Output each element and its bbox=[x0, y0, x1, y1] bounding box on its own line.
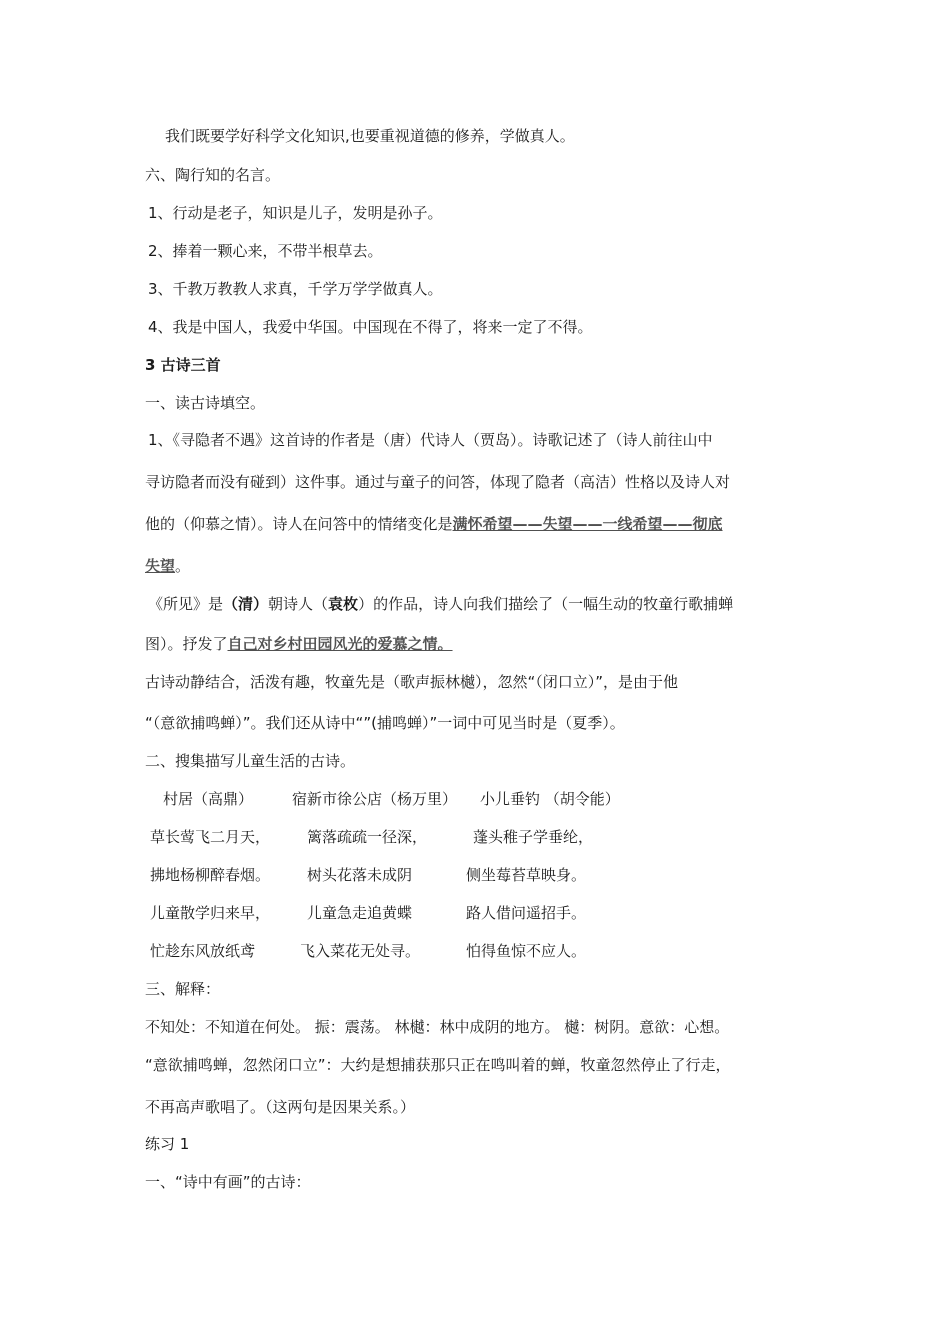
quote-item: 4、我是中国人，我爱中华国。中国现在不得了，将来一定了不得。 bbox=[148, 318, 593, 336]
quote-item: 2、捧着一颗心来，不带半根草去。 bbox=[148, 242, 383, 260]
text-run: 他的（仰慕之情）。诗人在问答中的情绪变化是 bbox=[145, 515, 453, 533]
poem-title: 村居（高鼎） bbox=[163, 790, 254, 808]
poem-line: 篱落疏疏一径深， bbox=[307, 828, 428, 846]
poem-line: 飞入菜花无处寻。 bbox=[300, 942, 421, 960]
part1-heading: 一、读古诗填空。 bbox=[145, 394, 266, 412]
underlined-answer: 自己对乡村田园风光的爱慕之情。 bbox=[227, 635, 453, 653]
paragraph-line bbox=[145, 556, 190, 576]
paragraph-line bbox=[148, 594, 733, 614]
paragraph-line: 寻访隐者而没有碰到）这件事。通过与童子的问答，体现了隐者（高洁）性格以及诗人对 bbox=[145, 473, 731, 491]
text-run: 。 bbox=[175, 557, 191, 575]
exercise-heading: 一、“诗中有画”的古诗： bbox=[145, 1173, 311, 1191]
poem-line: 蓬头稚子学垂纶， bbox=[473, 828, 594, 846]
paragraph-line: 不知处：不知道在何处。 振：震荡。 林樾：林中成阴的地方。 樾：树阴。意欲：心想。 bbox=[145, 1018, 730, 1036]
intro-line: 我们既要学好科学文化知识,也要重视道德的修养，学做真人。 bbox=[165, 127, 575, 145]
poem-line: 侧坐莓苔草映身。 bbox=[466, 866, 587, 884]
paragraph-line bbox=[145, 634, 453, 654]
text-run: 《所见》是 bbox=[148, 595, 224, 613]
part2-heading: 二、搜集描写儿童生活的古诗。 bbox=[145, 752, 356, 770]
poem-line: 儿童散学归来早， bbox=[150, 904, 271, 922]
poem-line: 树头花落未成阴 bbox=[307, 866, 413, 884]
part3-heading: 三、解释： bbox=[145, 980, 221, 998]
poem-line: 忙趁东风放纸鸢 bbox=[150, 942, 256, 960]
paragraph-line: 1、《寻隐者不遇》这首诗的作者是（唐）代诗人（贾岛）。诗歌记述了（诗人前往山中 bbox=[148, 431, 713, 449]
text-run: 朝诗人（ bbox=[268, 595, 329, 613]
poem-line: 路人借问遥招手。 bbox=[466, 904, 587, 922]
paragraph-line: 不再高声歌唱了。（这两句是因果关系。） bbox=[145, 1098, 416, 1116]
bold-answer: （清） bbox=[223, 595, 269, 613]
poem-line: 拂地杨柳醉春烟。 bbox=[150, 866, 271, 884]
poem-line: 怕得鱼惊不应人。 bbox=[466, 942, 587, 960]
paragraph-line bbox=[145, 514, 723, 534]
underlined-answer: 满怀希望——失望——一线希望——彻底 bbox=[452, 515, 723, 533]
text-run: ）的作品，诗人向我们描绘了（一幅生动的牧童行歌捕蝉 bbox=[358, 595, 734, 613]
section-heading-6: 六、陶行知的名言。 bbox=[145, 166, 281, 184]
quote-item: 1、行动是老子，知识是儿子，发明是孙子。 bbox=[148, 204, 443, 222]
bold-answer: 袁枚 bbox=[328, 595, 359, 613]
exercise-title: 练习 1 bbox=[145, 1135, 190, 1153]
poem-title: 小儿垂钓 （胡令能） bbox=[480, 790, 620, 808]
quote-item: 3、千教万教教人求真，千学万学学做真人。 bbox=[148, 280, 443, 298]
paragraph-line: “（意欲捕鸣蝉）”。我们还从诗中“”(捕鸣蝉）”一词中可见当时是（夏季）。 bbox=[145, 714, 625, 732]
poem-line: 儿童急走追黄蝶 bbox=[307, 904, 413, 922]
paragraph-line: “意欲捕鸣蝉，忽然闭口立”：大约是想捕获那只正在鸣叫着的蝉，牧童忽然停止了行走， bbox=[145, 1056, 731, 1074]
paragraph-line: 古诗动静结合，活泼有趣，牧童先是（歌声振林樾），忽然“（闭口立）”，是由于他 bbox=[145, 673, 679, 691]
poem-line: 草长莺飞二月天， bbox=[150, 828, 271, 846]
poem-title: 宿新市徐公店（杨万里） bbox=[292, 790, 458, 808]
underlined-answer: 失望 bbox=[145, 557, 176, 575]
lesson-title: 3 古诗三首 bbox=[145, 356, 221, 374]
text-run: 图）。抒发了 bbox=[145, 635, 228, 653]
